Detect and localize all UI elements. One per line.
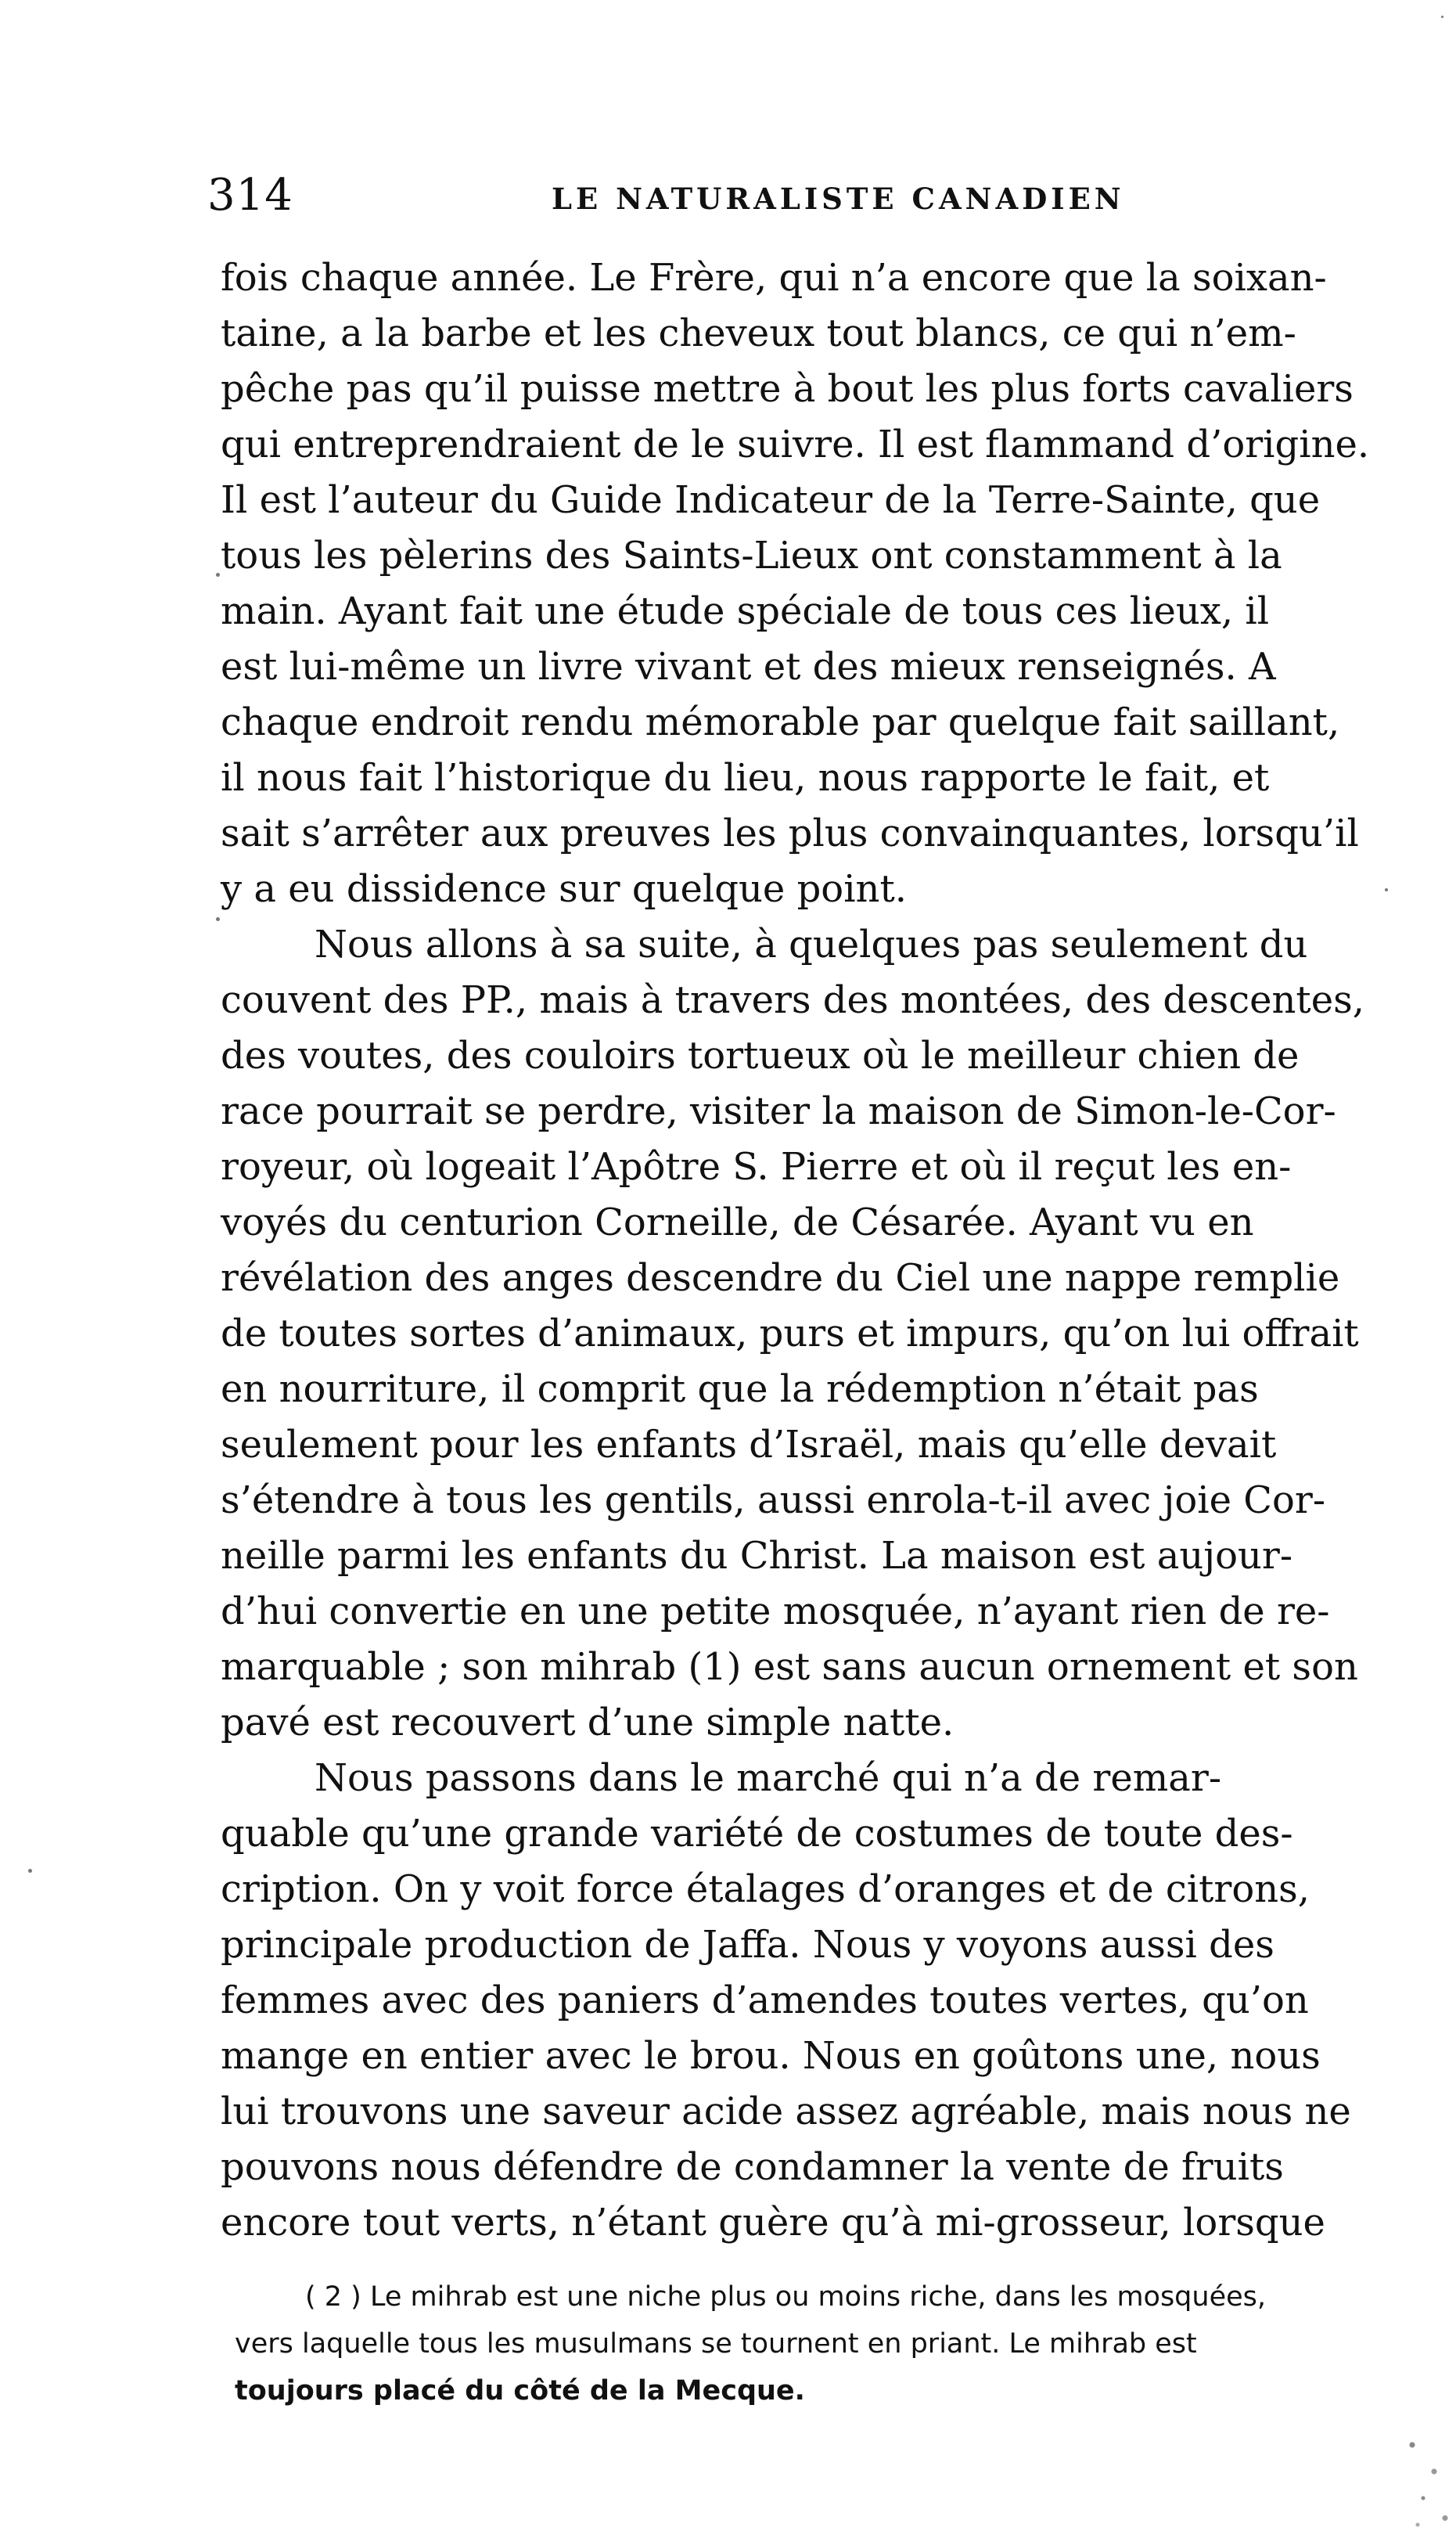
text-line: qui entreprendraient de le suivre. Il est flammand d’origine. <box>221 423 1370 466</box>
page-number: 314 <box>207 170 293 221</box>
text-line: Nous passons dans le marché qui n’a de remar- <box>315 1756 1222 1800</box>
text-line: neille parmi les enfants du Christ. La maison est aujour- <box>221 1534 1293 1578</box>
text-line: s’étendre à tous les gentils, aussi enrola-t-il avec joie Cor- <box>221 1478 1326 1522</box>
text-line: quable qu’une grande variété de costumes de toute des- <box>221 1812 1293 1856</box>
text-line: Il est l’auteur du Guide Indicateur de la Terre-Sainte, que <box>221 478 1321 522</box>
scan-speck <box>216 917 220 921</box>
text-line: main. Ayant fait une étude spéciale de tous ces lieux, il <box>221 589 1270 633</box>
text-line: voyés du centurion Corneille, de Césarée. Ayant vu en <box>221 1201 1254 1244</box>
text-line: fois chaque année. Le Frère, qui n’a encore que la soixan- <box>221 256 1327 300</box>
scan-speck <box>1385 888 1388 891</box>
page-header <box>207 168 1412 223</box>
text-line: pavé est recouvert d’une simple natte. <box>221 1701 954 1744</box>
text-line: Nous allons à sa suite, à quelques pas seulement du <box>315 923 1308 967</box>
text-line: marquable ; son mihrab (1) est sans aucun ornement et son <box>221 1645 1358 1689</box>
text-line: est lui-même un livre vivant et des mieux renseignés. A <box>221 645 1276 689</box>
paragraph-2 <box>221 917 1414 1751</box>
text-line: seulement pour les enfants d’Israël, mais qu’elle devait <box>221 1423 1277 1467</box>
text-line: révélation des anges descendre du Ciel une nappe remplie <box>221 1256 1340 1300</box>
text-line: en nourriture, il comprit que la rédemption n’était pas <box>221 1367 1259 1411</box>
text-line: cription. On y voit force étalages d’oranges et de citrons, <box>221 1867 1310 1911</box>
scan-speck <box>1441 16 1443 18</box>
text-line: de toutes sortes d’animaux, purs et impurs, qu’on lui offrait <box>221 1312 1359 1355</box>
text-line: femmes avec des paniers d’amendes toutes vertes, qu’on <box>221 1978 1309 2022</box>
scan-speck <box>216 573 220 577</box>
text-line: mange en entier avec le brou. Nous en goûtons une, nous <box>221 2034 1321 2078</box>
footnote <box>235 2273 1420 2414</box>
text-line: pêche pas qu’il puisse mettre à bout les plus forts cavaliers <box>221 367 1354 411</box>
paragraph-3 <box>221 1751 1414 2251</box>
running-head: LE NATURALISTE CANADIEN <box>552 182 1125 216</box>
body-text <box>221 250 1414 2251</box>
text-line: pouvons nous défendre de condamner la vente de fruits <box>221 2145 1284 2189</box>
text-line: y a eu dissidence sur quelque point. <box>221 867 908 911</box>
text-line: il nous fait l’historique du lieu, nous rapporte le fait, et <box>221 756 1270 800</box>
scan-noise <box>1401 2405 1456 2538</box>
text-line: des voutes, des couloirs tortueux où le meilleur chien de <box>221 1034 1300 1078</box>
text-line: taine, a la barbe et les cheveux tout blancs, ce qui n’em- <box>221 311 1296 355</box>
footnote-line: toujours placé du côté de la Mecque. <box>235 2375 805 2407</box>
text-line: race pourrait se perdre, visiter la maison de Simon-le-Cor- <box>221 1089 1336 1133</box>
footnote-line: ( 2 ) Le mihrab est une niche plus ou moins riche, dans les mosquées, <box>305 2281 1267 2313</box>
text-line: lui trouvons une saveur acide assez agréable, mais nous ne <box>221 2090 1351 2133</box>
text-line: d’hui convertie en une petite mosquée, n’ayant rien de re- <box>221 1589 1330 1633</box>
paragraph-1 <box>221 250 1414 917</box>
text-line: tous les pèlerins des Saints-Lieux ont constamment à la <box>221 534 1282 578</box>
text-line: principale production de Jaffa. Nous y voyons aussi des <box>221 1923 1274 1967</box>
text-line: sait s’arrêter aux preuves les plus convainquantes, lorsqu’il <box>221 812 1359 855</box>
text-line: encore tout verts, n’étant guère qu’à mi-grosseur, lorsque <box>221 2201 1325 2245</box>
scan-speck <box>28 1869 32 1873</box>
text-line: couvent des PP., mais à travers des montées, des descentes, <box>221 978 1364 1022</box>
text-line: chaque endroit rendu mémorable par quelque fait saillant, <box>221 700 1340 744</box>
footnote-line: vers laquelle tous les musulmans se tournent en priant. Le mihrab est <box>235 2328 1197 2360</box>
text-line: royeur, où logeait l’Apôtre S. Pierre et où il reçut les en- <box>221 1145 1292 1189</box>
